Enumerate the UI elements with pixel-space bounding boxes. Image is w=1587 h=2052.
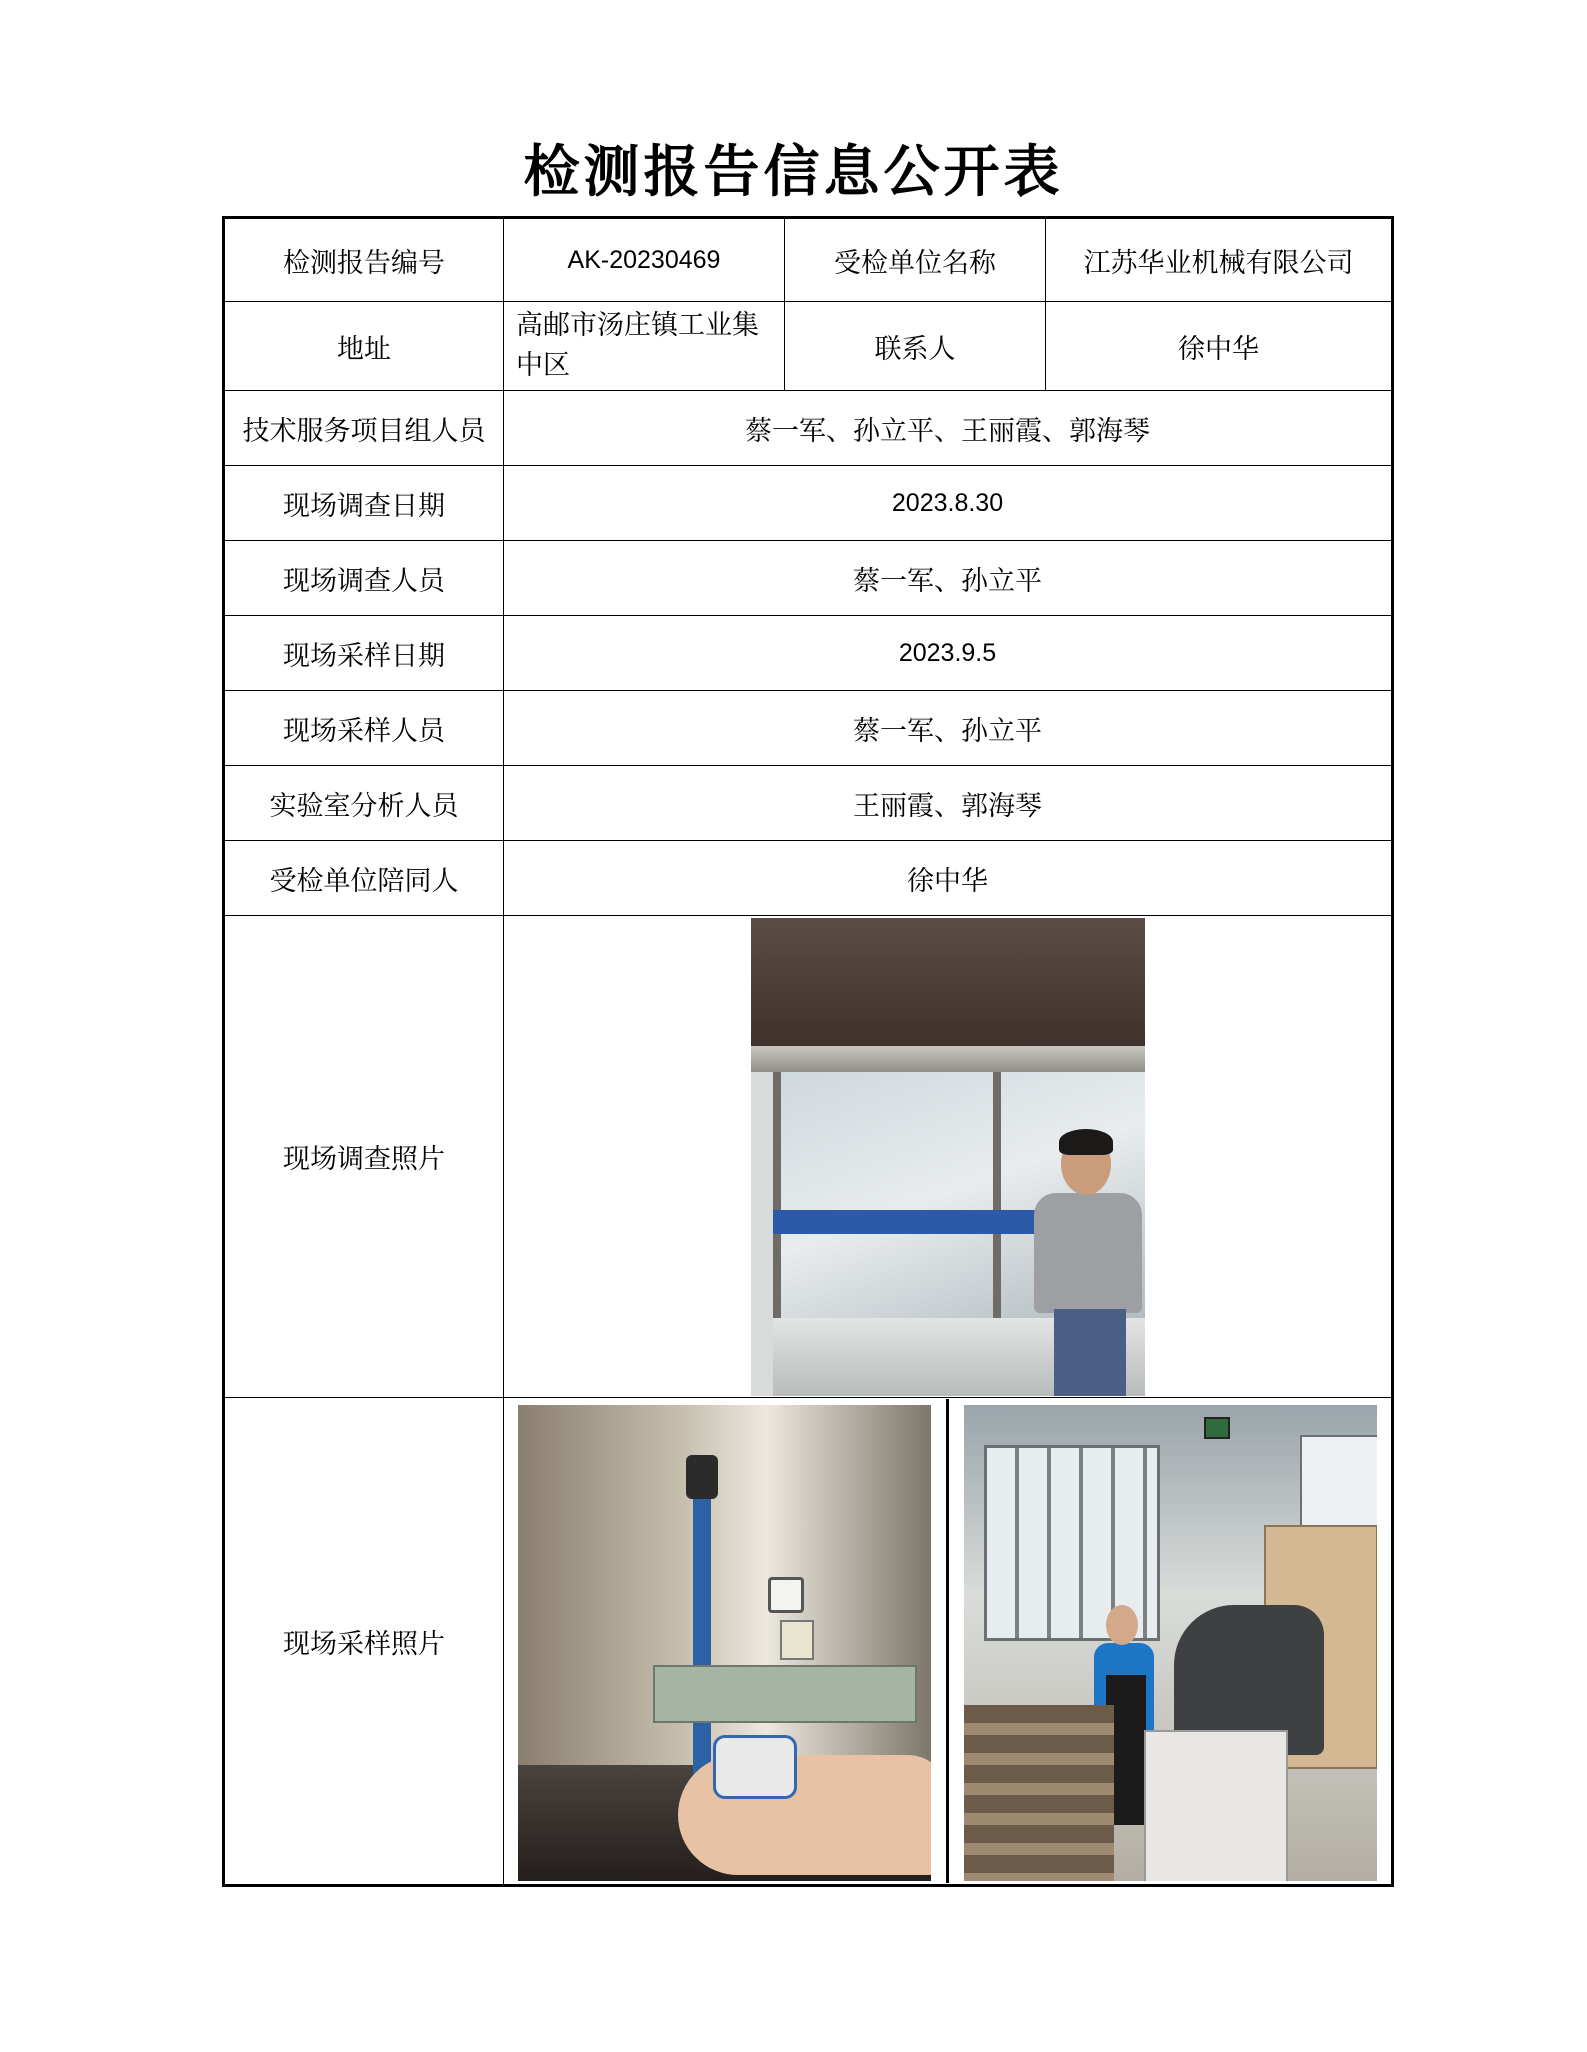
survey-date-value: 2023.8.30 [504,466,1393,541]
report-table [222,216,1394,1887]
report-no-value: AK-20230469 [504,218,785,302]
photo-warning-box [780,1620,814,1660]
address-value: 高邮市汤庄镇工业集中区 [504,302,785,391]
photo-person [1026,1133,1145,1396]
survey-photo-label: 现场调查照片 [224,916,504,1398]
sampling-photo-row [518,1405,1377,1881]
survey-staff-value: 蔡一军、孙立平 [504,541,1393,616]
sampling-photo-cell [504,1398,1393,1886]
table-row [224,391,1393,466]
photo-divider [946,1399,949,1883]
lab-staff-label: 实验室分析人员 [224,766,504,841]
survey-photo-cell [504,916,1393,1398]
table-row [224,691,1393,766]
sampling-staff-label: 现场采样人员 [224,691,504,766]
team-value: 蔡一军、孙立平、王丽霞、郭海琴 [504,391,1393,466]
address-label: 地址 [224,302,504,391]
unit-name-label: 受检单位名称 [785,218,1046,302]
survey-photo [751,918,1145,1396]
photo-lintel [751,1046,1145,1072]
unit-name-value: 江苏华业机械有限公司 [1046,218,1393,302]
survey-date-label: 现场调查日期 [224,466,504,541]
photo-sampling-meter [713,1735,797,1799]
sampling-date-value: 2023.9.5 [504,616,1393,691]
sampling-photo-drill [518,1405,931,1881]
photo-exit-sign [1204,1417,1230,1439]
report-no-label: 检测报告编号 [224,218,504,302]
photo-drill-arm [653,1665,917,1723]
table-row [224,218,1393,302]
sampling-photo-label: 现场采样照片 [224,1398,504,1886]
photo-wall-clock [768,1577,804,1613]
escort-label: 受检单位陪同人 [224,841,504,916]
photo-steel-rolls [964,1705,1114,1881]
team-label: 技术服务项目组人员 [224,391,504,466]
contact-value: 徐中华 [1046,302,1393,391]
table-row [224,541,1393,616]
photo-drill-motor [686,1455,718,1499]
page-title: 检测报告信息公开表 [523,140,1064,205]
sampling-staff-value: 蔡一军、孙立平 [504,691,1393,766]
photo-person-hair [1059,1129,1113,1155]
table-row [224,766,1393,841]
table-row [224,466,1393,541]
survey-staff-label: 现场调查人员 [224,541,504,616]
table-row [224,616,1393,691]
sampling-photo-workshop [964,1405,1377,1881]
photo-person-shirt [1034,1193,1142,1313]
lab-staff-value: 王丽霞、郭海琴 [504,766,1393,841]
sampling-date-label: 现场采样日期 [224,616,504,691]
photo-person-pants [1054,1309,1126,1396]
contact-label: 联系人 [785,302,1046,391]
escort-value: 徐中华 [504,841,1393,916]
photo-worker-head [1106,1605,1138,1645]
table-row [224,302,1393,391]
photo-white-cabinet [1144,1730,1288,1881]
table-row [224,841,1393,916]
table-row [224,1398,1393,1886]
table-row [224,916,1393,1398]
photo-canopy [751,918,1145,1066]
photo-drill-column [693,1493,711,1793]
